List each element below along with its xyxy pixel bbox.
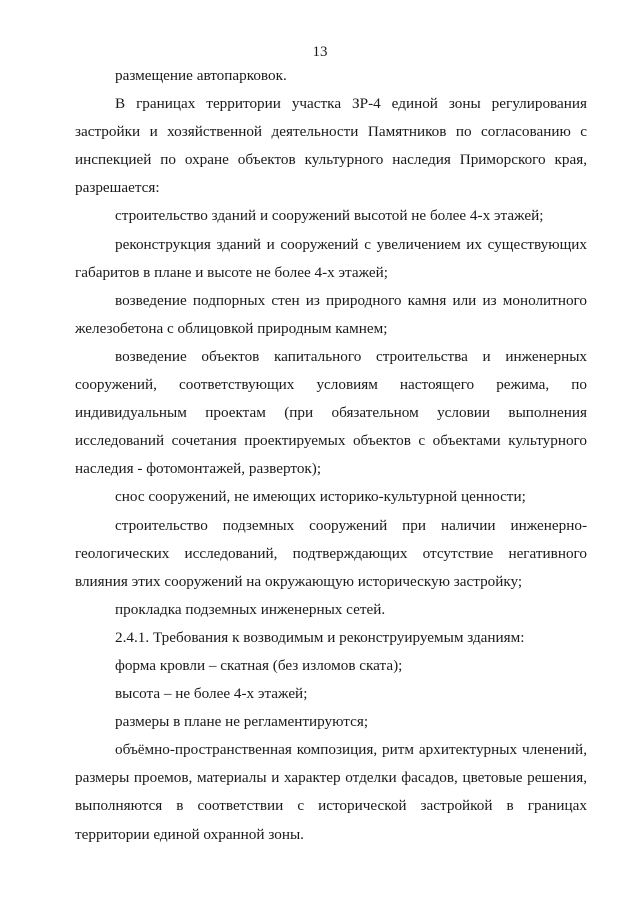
paragraph-underground-networks: прокладка подземных инженерных сетей. xyxy=(115,600,386,618)
paragraph-section-2-4-1: 2.4.1. Требования к возводимым и реконструируемым зданиям: xyxy=(115,628,525,646)
paragraph-height-limit: высота – не более 4-х этажей; xyxy=(115,685,308,703)
paragraph-spatial-composition: объёмно-пространственная композиция, ритм архитектурных членений, размеры проемов, материалы и характер отделки фасадов, цветовые решения, выполняются в соответствии с исторической застройкой в границах территории единой охранной зоны. xyxy=(75,741,587,843)
paragraph-reconstruction: реконструкция зданий и сооружений с увеличением их существующих габаритов в плане и высоте не более 4-х этажей; xyxy=(75,235,587,281)
paragraph-parking: размещение автопарковок. xyxy=(115,67,287,84)
paragraph-zr4-intro: В границах территории участка ЗР-4 единой зоны регулирования застройки и хозяйственной деятельности Памятников по согласованию с инспекцией по охране объектов культурного наследия Приморского края, разрешается: xyxy=(75,95,587,197)
page-number: 13 xyxy=(312,44,328,60)
paragraph-demolition: снос сооружений, не имеющих историко-культурной ценности; xyxy=(115,488,526,506)
paragraph-retaining-walls: возведение подпорных стен из природного камня или из монолитного железобетона с облицовкой природным камнем; xyxy=(75,291,587,337)
paragraph-construction-height: строительство зданий и сооружений высотой не более 4-х этажей; xyxy=(115,207,544,225)
paragraph-underground-structures: строительство подземных сооружений при наличии инженерно-геологических исследований, подтверждающих отсутствие негативного влияния этих сооружений на окружающую историческую застройку; xyxy=(75,516,587,590)
paragraph-plan-dimensions: размеры в плане не регламентируются; xyxy=(115,713,369,731)
paragraph-capital-construction: возведение объектов капитального строительства и инженерных сооружений, соответствующих условиям настоящего режима, по индивидуальным проектам (при обязательном условии выполнения исследований сочетания проектируемых объектов с объектами культурного наследия - фотомонтажей, разверток); xyxy=(75,347,587,478)
paragraph-roof-form: форма кровли – скатная (без изломов ската); xyxy=(115,656,403,674)
document-body xyxy=(75,62,587,849)
